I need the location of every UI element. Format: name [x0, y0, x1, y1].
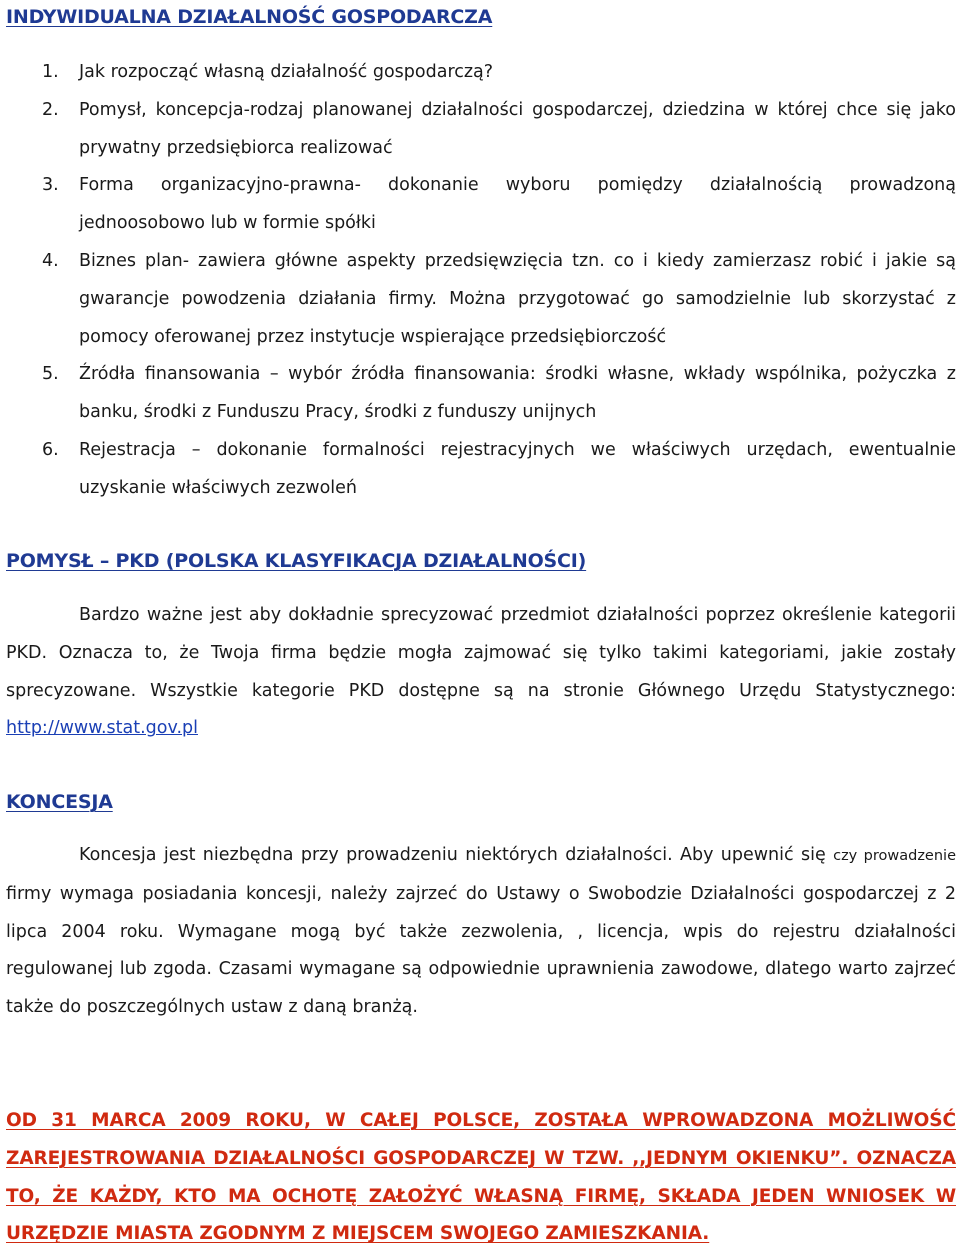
list-item-text: Forma organizacyjno-prawna- dokonanie wyboru pomiędzy działalnością prowadzoną jednoosobowo lub w formie spółki	[79, 175, 956, 234]
list-item	[42, 356, 956, 432]
list-item-text: Źródła finansowania – wybór źródła finansowania: środki własne, wkłady wspólnika, pożyczka z banku, środki z Funduszu Pracy, środki z funduszy unijnych	[79, 364, 956, 423]
list-item-number: 6.	[42, 439, 59, 460]
list-item-number: 4.	[42, 250, 59, 271]
gus-link[interactable]: http://www.stat.gov.pl	[6, 718, 198, 739]
list-item-number: 2.	[42, 99, 59, 120]
koncesja-heading: KONCESJA	[6, 791, 113, 813]
pkd-paragraph-text: Bardzo ważne jest aby dokładnie sprecyzować przedmiot działalności poprzez określenie kategorii PKD. Oznacza to, że Twoja firma będzie mogła zajmować się tylko takimi kategoriami, jakie zostały sprecyzowane. Wszystkie kategorie PKD dostępne są na stronie Głównego Urzędu Statystycznego:	[6, 605, 956, 701]
pkd-paragraph	[6, 597, 956, 748]
list-item	[42, 54, 956, 92]
steps-list	[42, 54, 956, 508]
list-item-text: Jak rozpocząć własną działalność gospodarczą?	[79, 62, 494, 82]
koncesja-text-small: czy prowadzenie	[833, 848, 956, 864]
one-stop-shop-notice: OD 31 MARCA 2009 ROKU, W CAŁEJ POLSCE, ZOSTAŁA WPROWADZONA MOŻLIWOŚĆ ZAREJESTROWANIA DZIAŁALNOŚCI GOSPODARCZEJ W TZW. ,,JEDNYM OKIENKU”. OZNACZA TO, ŻE KAŻDY, KTO MA OCHOTĘ ZAŁOŻYĆ WŁASNĄ FIRMĘ, SKŁADA JEDEN WNIOSEK W URZĘDZIE MIASTA ZGODNYM Z MIEJSCEM SWOJEGO ZAMIESZKANIA.	[6, 1110, 956, 1245]
main-heading: INDYWIDUALNA DZIAŁALNOŚĆ GOSPODARCZA	[6, 6, 493, 28]
koncesja-paragraph	[6, 837, 956, 1027]
list-item-number: 5.	[42, 364, 59, 385]
list-item-text: Rejestracja – dokonanie formalności rejestracyjnych we właściwych urzędach, ewentualnie uzyskanie właściwych zezwoleń	[79, 439, 956, 498]
koncesja-text-start: Koncesja jest niezbędna przy prowadzeniu niektórych działalności. Aby upewnić się	[79, 845, 834, 865]
list-item-text: Biznes plan- zawiera główne aspekty przedsięwzięcia tzn. co i kiedy zamierzasz robić i jakie są gwarancje powodzenia działania firmy. Można przygotować go samodzielnie lub skorzystać z pomocy oferowanej przez instytucje wspierające przedsiębiorczość	[79, 250, 956, 347]
list-item	[42, 92, 956, 168]
list-item-number: 3.	[42, 175, 59, 196]
pkd-heading: POMYSŁ – PKD (POLSKA KLASYFIKACJA DZIAŁALNOŚCI)	[6, 550, 587, 572]
list-item	[42, 167, 956, 243]
list-item-text: Pomysł, koncepcja-rodzaj planowanej działalności gospodarczej, dziedzina w której chce się jako prywatny przedsiębiorca realizować	[79, 99, 956, 158]
list-item	[42, 432, 956, 508]
koncesja-text-end: firmy wymaga posiadania koncesji, należy zajrzeć do Ustawy o Swobodzie Działalności gospodarczej z 2 lipca 2004 roku. Wymagane mogą być także zezwolenia, , licencja, wpis do rejestru działalności regulowanej lub zgoda. Czasami wymagane są odpowiednie uprawnienia zawodowe, dlatego warto zajrzeć także do poszczególnych ustaw z daną branżą.	[6, 883, 956, 1018]
list-item-number: 1.	[42, 62, 59, 82]
list-item	[42, 243, 956, 356]
